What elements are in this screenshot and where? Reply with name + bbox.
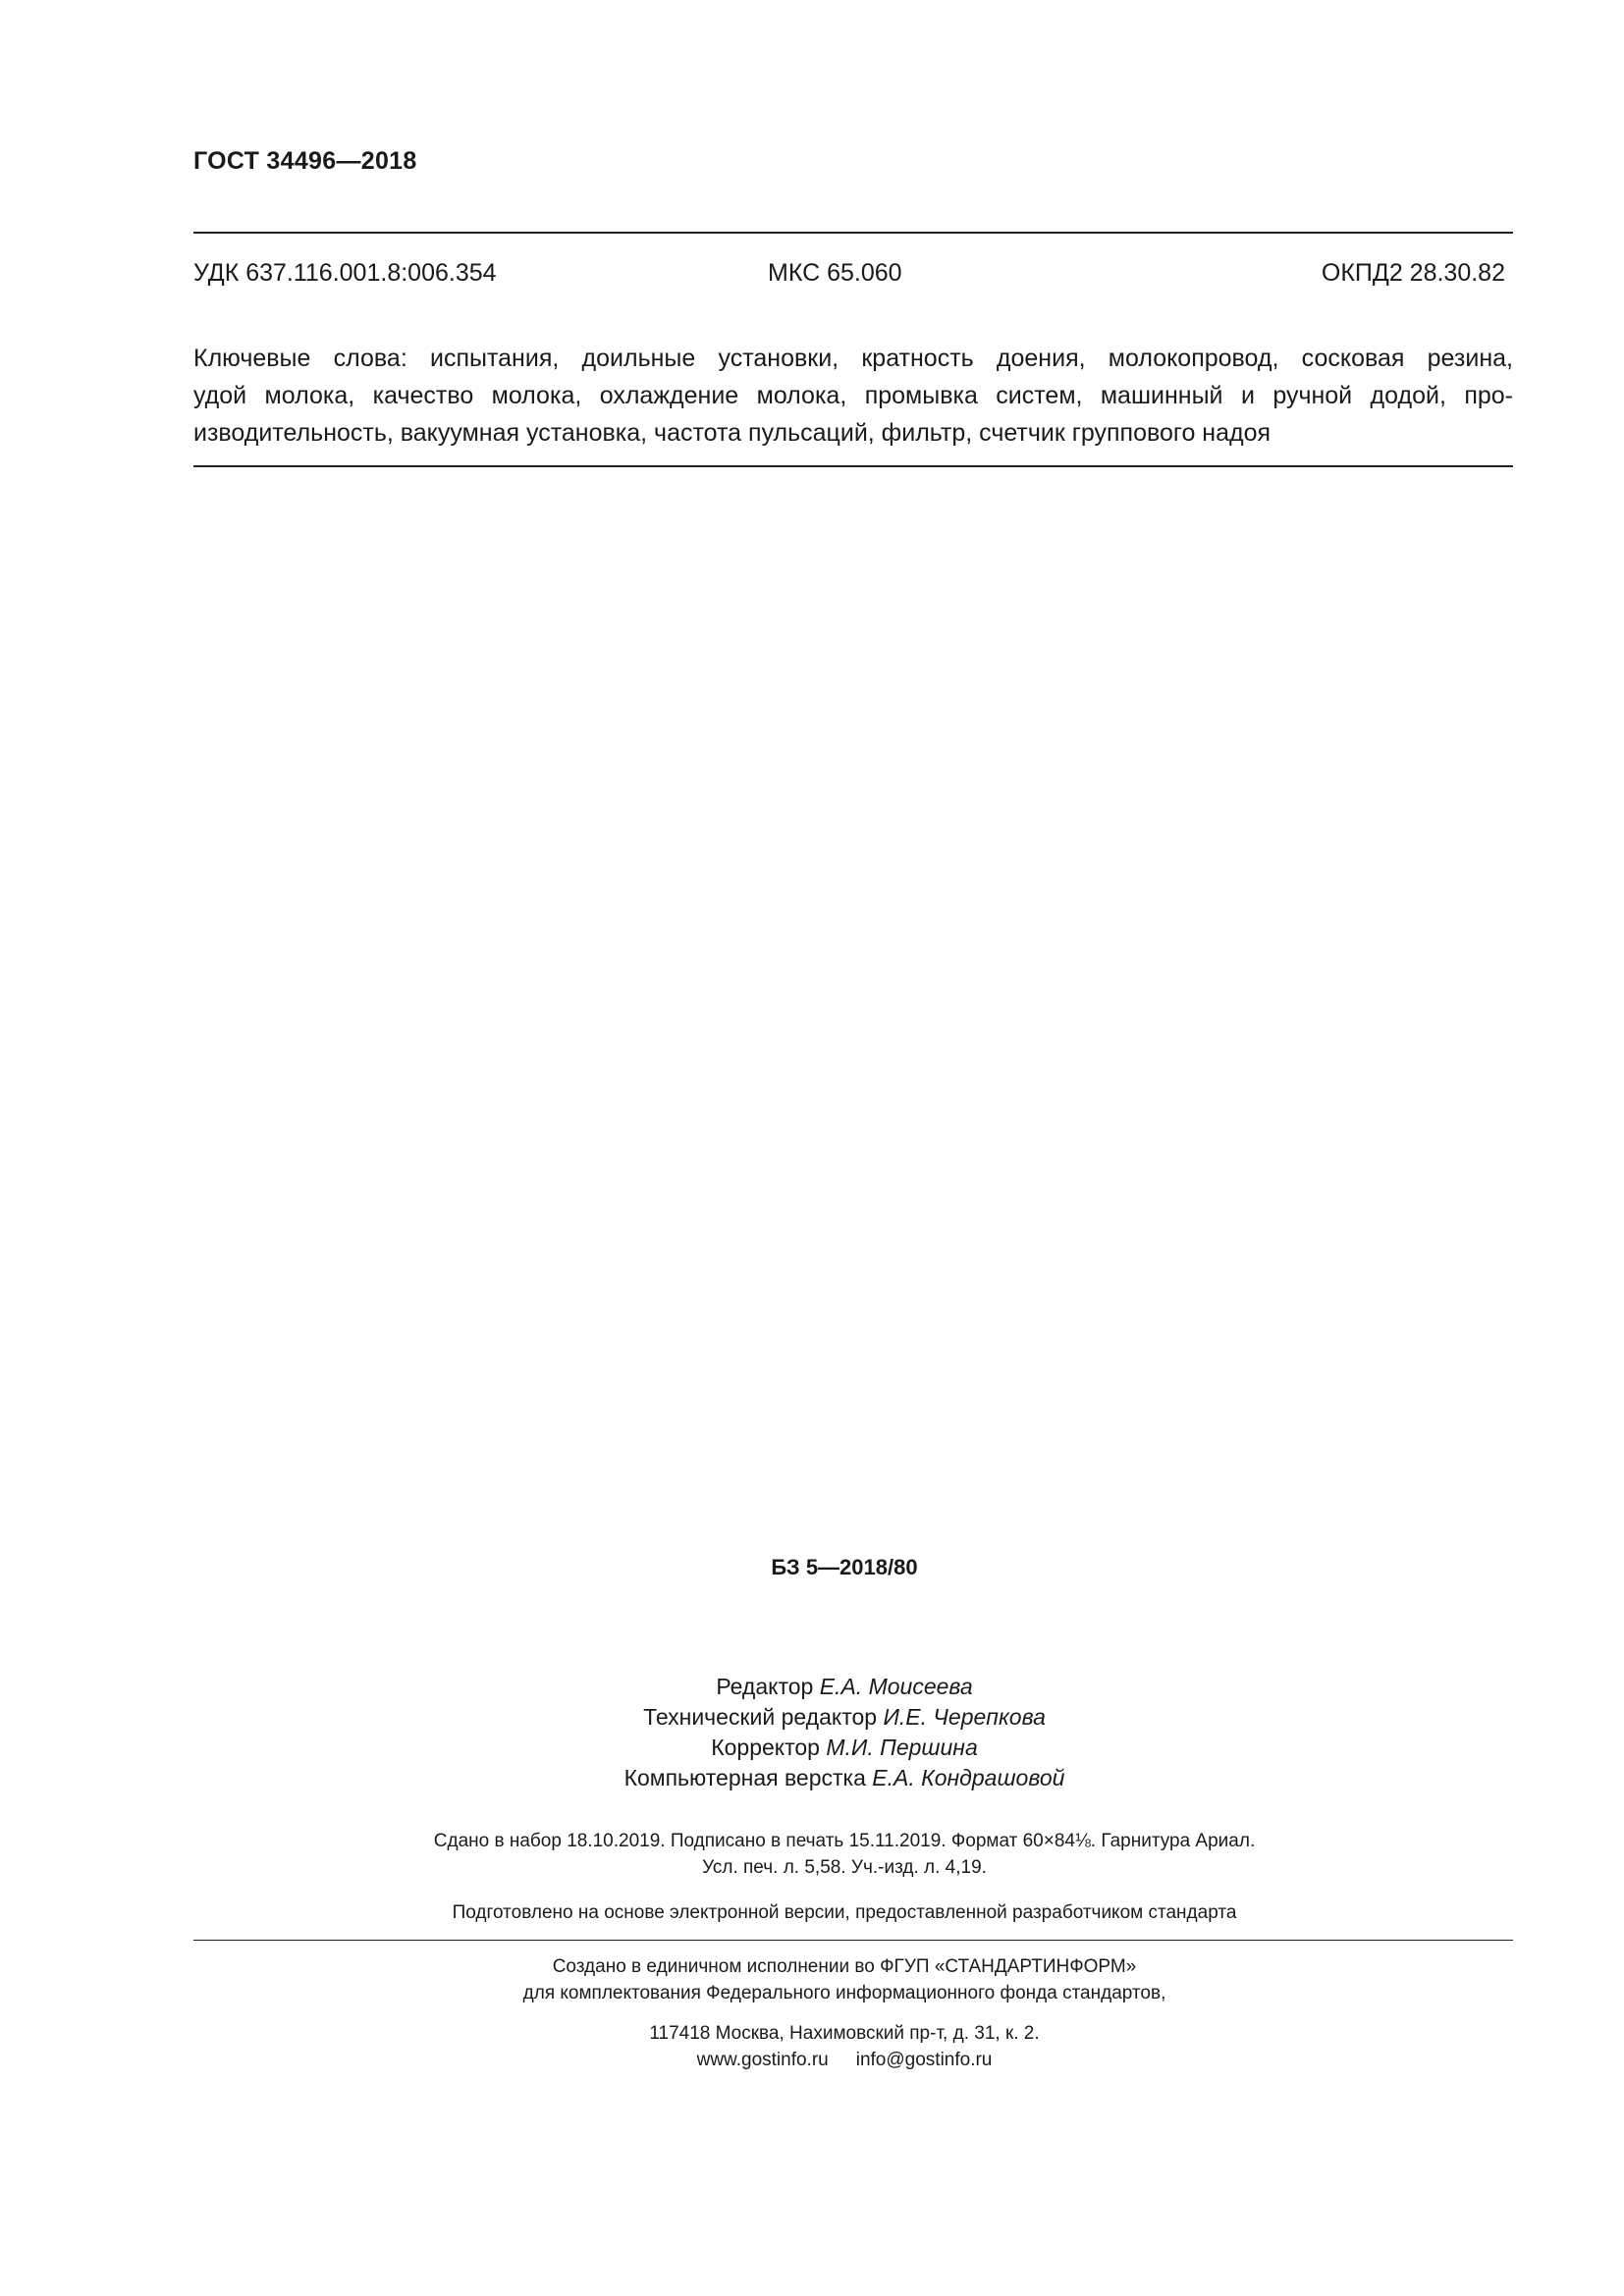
mks-code: МКС 65.060 (768, 259, 902, 287)
standard-id-header: ГОСТ 34496—2018 (193, 147, 417, 175)
keywords-block (193, 340, 1513, 452)
corrector-name: М.И. Першина (826, 1735, 978, 1760)
keywords-line-1: Ключевые слова: испытания, доильные установки, кратность доения, молокопровод, сосковая резина, (193, 345, 1513, 372)
print-info (0, 1828, 1624, 1881)
credit-tech-editor (0, 1702, 1624, 1733)
website-link[interactable]: www.gostinfo.ru (696, 2050, 829, 2070)
web-contacts (0, 2047, 1624, 2073)
print-info-line-1: Сдано в набор 18.10.2019. Подписано в печать 15.11.2019. Формат 60×84⅛. Гарнитура Ариал. (433, 1831, 1256, 1851)
top-divider (193, 232, 1513, 234)
okpd-code: ОКПД2 28.30.82 (1321, 259, 1505, 287)
tech-editor-name: И.Е. Черепкова (883, 1704, 1046, 1730)
email-link[interactable]: info@gostinfo.ru (855, 2050, 993, 2070)
credit-editor (0, 1672, 1624, 1702)
layout-label: Компьютерная верстка (623, 1765, 866, 1790)
keywords-line-2: удой молока, качество молока, охлаждение молока, промывка систем, машинный и ручной додой, про- (193, 382, 1513, 409)
bottom-divider (193, 1940, 1513, 1941)
editor-name: Е.А. Моисеева (819, 1674, 973, 1699)
bz-number: БЗ 5—2018/80 (771, 1555, 918, 1579)
created-line-1: Создано в единичном исполнении во ФГУП «СТАНДАРТИНФОРМ» (552, 1956, 1137, 1977)
layout-name: Е.А. Кондрашовой (872, 1765, 1065, 1790)
editor-label: Редактор (716, 1674, 814, 1699)
print-info-line-2: Усл. печ. л. 5,58. Уч.-изд. л. 4,19. (702, 1857, 987, 1878)
prepared-note: Подготовлено на основе электронной версии, предоставленной разработчиком стандарта (452, 1902, 1237, 1923)
publisher-address (0, 2020, 1624, 2073)
created-note (0, 1953, 1624, 2006)
tech-editor-label: Технический редактор (643, 1704, 878, 1730)
corrector-label: Корректор (711, 1735, 820, 1760)
udk-code: УДК 637.116.001.8:006.354 (193, 259, 497, 287)
credit-layout (0, 1763, 1624, 1793)
credits-block (0, 1672, 1624, 1793)
credit-corrector (0, 1733, 1624, 1763)
classification-codes (193, 259, 1505, 293)
keywords-line-3: изводительность, вакуумная установка, частота пульсаций, фильтр, счетчик группового надоя (193, 419, 1272, 447)
created-line-2: для комплектования Федерального информационного фонда стандартов, (522, 1983, 1166, 2003)
keywords-divider (193, 465, 1513, 467)
street-address: 117418 Москва, Нахимовский пр-т, д. 31, к. 2. (649, 2023, 1040, 2044)
